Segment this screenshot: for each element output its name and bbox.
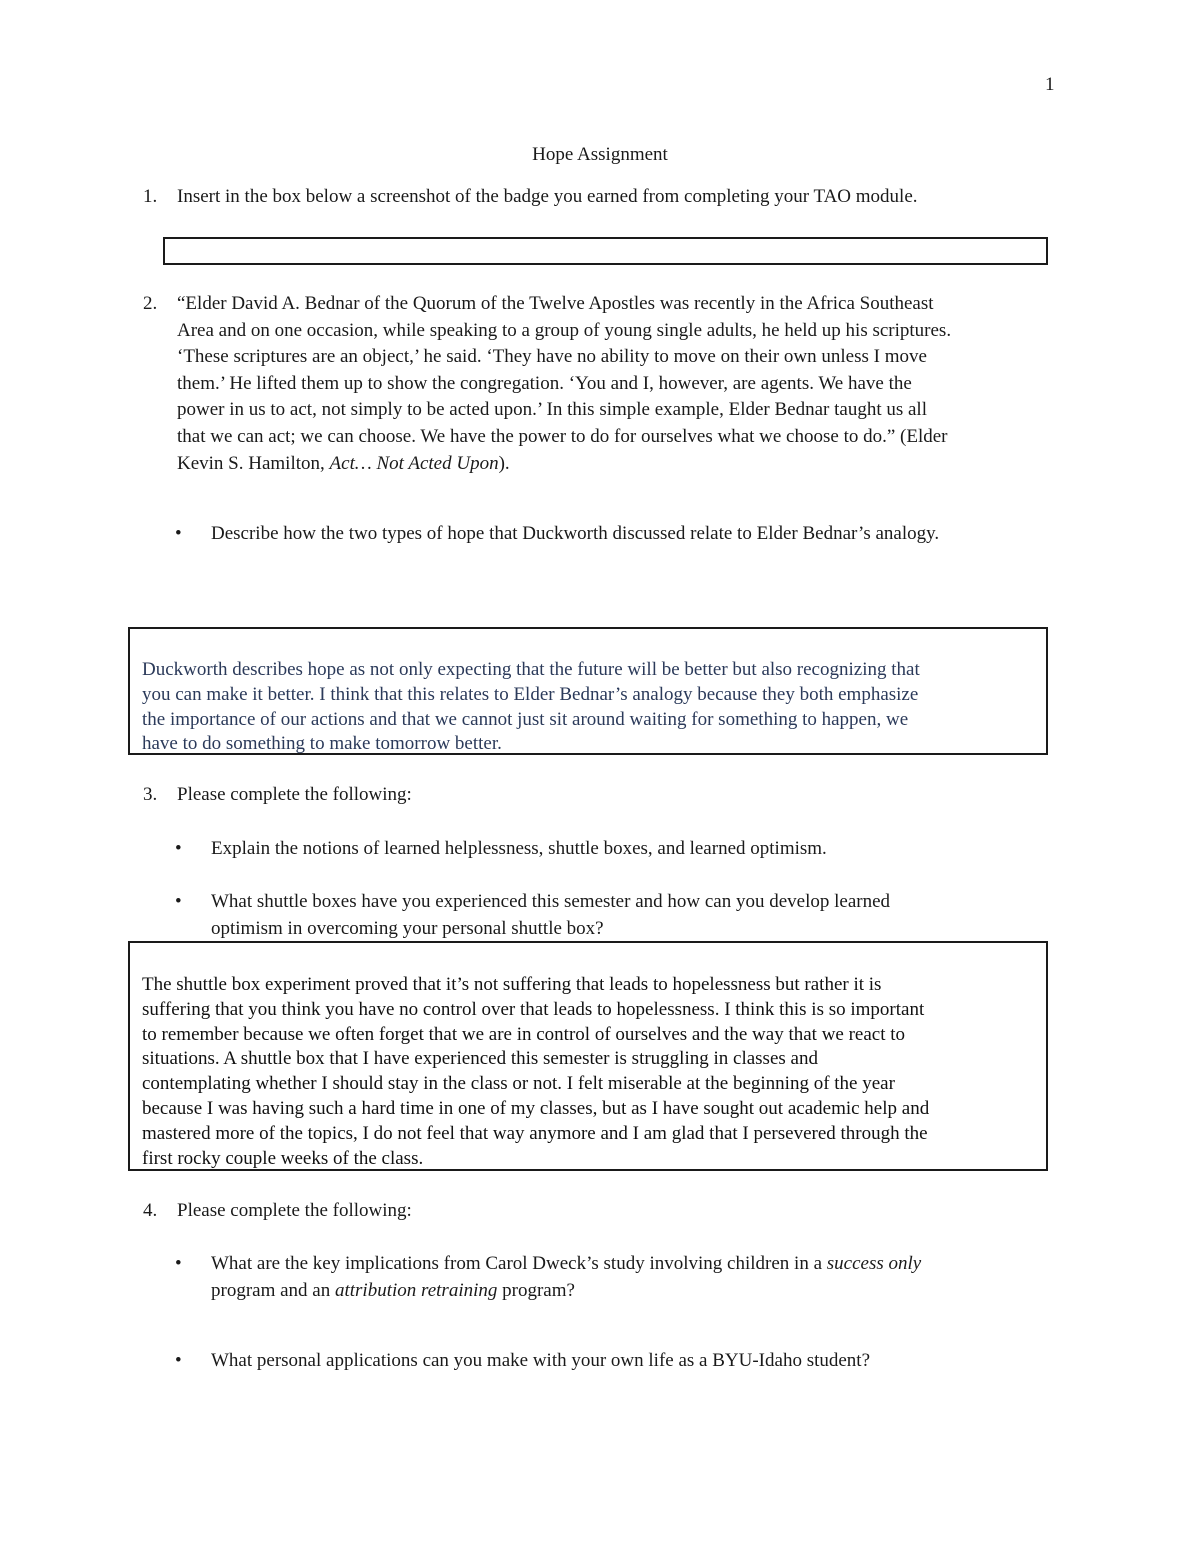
question-1-text: Insert in the box below a screenshot of the badge you earned from completing your TAO module. <box>177 186 918 207</box>
question-2-bullet: Describe how the two types of hope that Duckworth discussed relate to Elder Bednar’s analogy. <box>211 523 940 544</box>
badge-screenshot-box[interactable] <box>163 237 1048 265</box>
answer-line: The shuttle box experiment proved that it’s not suffering that leads to hopelessness but rather it is <box>142 974 882 995</box>
bullet-line <box>211 1251 1061 1278</box>
citation-suffix: ). <box>498 452 510 474</box>
page-number: 1 <box>1045 74 1055 95</box>
answer-box-3[interactable] <box>128 941 1048 1171</box>
bullet-text: program and an <box>211 1279 335 1301</box>
page-title: Hope Assignment <box>532 144 668 165</box>
question-2-quote <box>177 291 1077 477</box>
answer-3-text <box>142 973 1042 1171</box>
question-2-number: 2. <box>143 293 158 314</box>
question-3-bullet-2 <box>211 889 890 942</box>
bullet-text: program? <box>497 1279 575 1301</box>
answer-line: you can make it better. I think that this relates to Elder Bednar’s analogy because they both emphasize <box>142 683 919 705</box>
answer-line: have to do something to make tomorrow better. <box>142 733 502 755</box>
bullet-italic: success only <box>826 1253 922 1274</box>
bullet-line: What shuttle boxes have you experienced this semester and how can you develop learned <box>211 891 891 912</box>
bullet-line <box>211 1278 1061 1305</box>
answer-line: first rocky couple weeks of the class. <box>142 1147 424 1169</box>
answer-line: to remember because we often forget that we are in control of ourselves and the way that we react to <box>142 1023 906 1045</box>
bullet-line: optimism in overcoming your personal shuttle box? <box>211 917 604 939</box>
question-1-number: 1. <box>143 186 158 207</box>
bullet-icon: • <box>175 838 182 859</box>
bullet-italic: attribution retraining <box>334 1279 498 1301</box>
question-3-text: Please complete the following: <box>177 784 412 805</box>
citation-prefix: Kevin S. Hamilton, <box>177 452 330 474</box>
quote-line: ‘These scriptures are an object,’ he said. ‘They have no ability to move on their own unless I move <box>177 346 927 368</box>
bullet-icon: • <box>175 1350 182 1371</box>
quote-line: Area and on one occasion, while speaking to a group of young single adults, he held up his scriptures. <box>177 319 952 341</box>
question-3-bullet-1: Explain the notions of learned helplessness, shuttle boxes, and learned optimism. <box>211 838 827 859</box>
bullet-icon: • <box>175 891 182 912</box>
answer-line: Duckworth describes hope as not only expecting that the future will be better but also recognizing that <box>142 659 920 680</box>
question-3-number: 3. <box>143 784 158 805</box>
answer-box-2[interactable] <box>128 627 1048 755</box>
bullet-icon: • <box>175 1253 182 1274</box>
question-4-bullet-1 <box>211 1251 1061 1304</box>
question-4-number: 4. <box>143 1200 158 1221</box>
quote-line: power in us to act, not simply to be acted upon.’ In this simple example, Elder Bednar taught us all <box>177 399 927 421</box>
quote-line: that we can act; we can choose. We have the power to do for ourselves what we choose to do.” (Elder <box>177 425 948 447</box>
citation-title: Act… Not Acted Upon <box>329 452 499 474</box>
answer-line: because I was having such a hard time in one of my classes, but as I have sought out academic help and <box>142 1097 930 1119</box>
answer-2-text <box>142 658 1042 757</box>
answer-line: situations. A shuttle box that I have experienced this semester is struggling in classes and <box>142 1048 818 1070</box>
answer-line: suffering that you think you have no control over that leads to hopelessness. I think this is so important <box>142 998 925 1020</box>
bullet-icon: • <box>175 523 182 544</box>
answer-line: mastered more of the topics, I do not feel that way anymore and I am glad that I persevered through the <box>142 1122 928 1144</box>
quote-line: them.’ He lifted them up to show the congregation. ‘You and I, however, are agents. We have the <box>177 372 912 394</box>
quote-line-citation <box>177 451 1077 478</box>
question-4-bullet-2: What personal applications can you make with your own life as a BYU-Idaho student? <box>211 1350 871 1371</box>
answer-line: the importance of our actions and that we cannot just sit around waiting for something to happen, we <box>142 708 909 730</box>
bullet-text: What are the key implications from Carol Dweck’s study involving children in a <box>211 1253 827 1274</box>
quote-line: “Elder David A. Bednar of the Quorum of the Twelve Apostles was recently in the Africa Southeast <box>177 293 934 314</box>
answer-line: contemplating whether I should stay in the class or not. I felt miserable at the beginning of the year <box>142 1073 895 1095</box>
question-4-text: Please complete the following: <box>177 1200 412 1221</box>
